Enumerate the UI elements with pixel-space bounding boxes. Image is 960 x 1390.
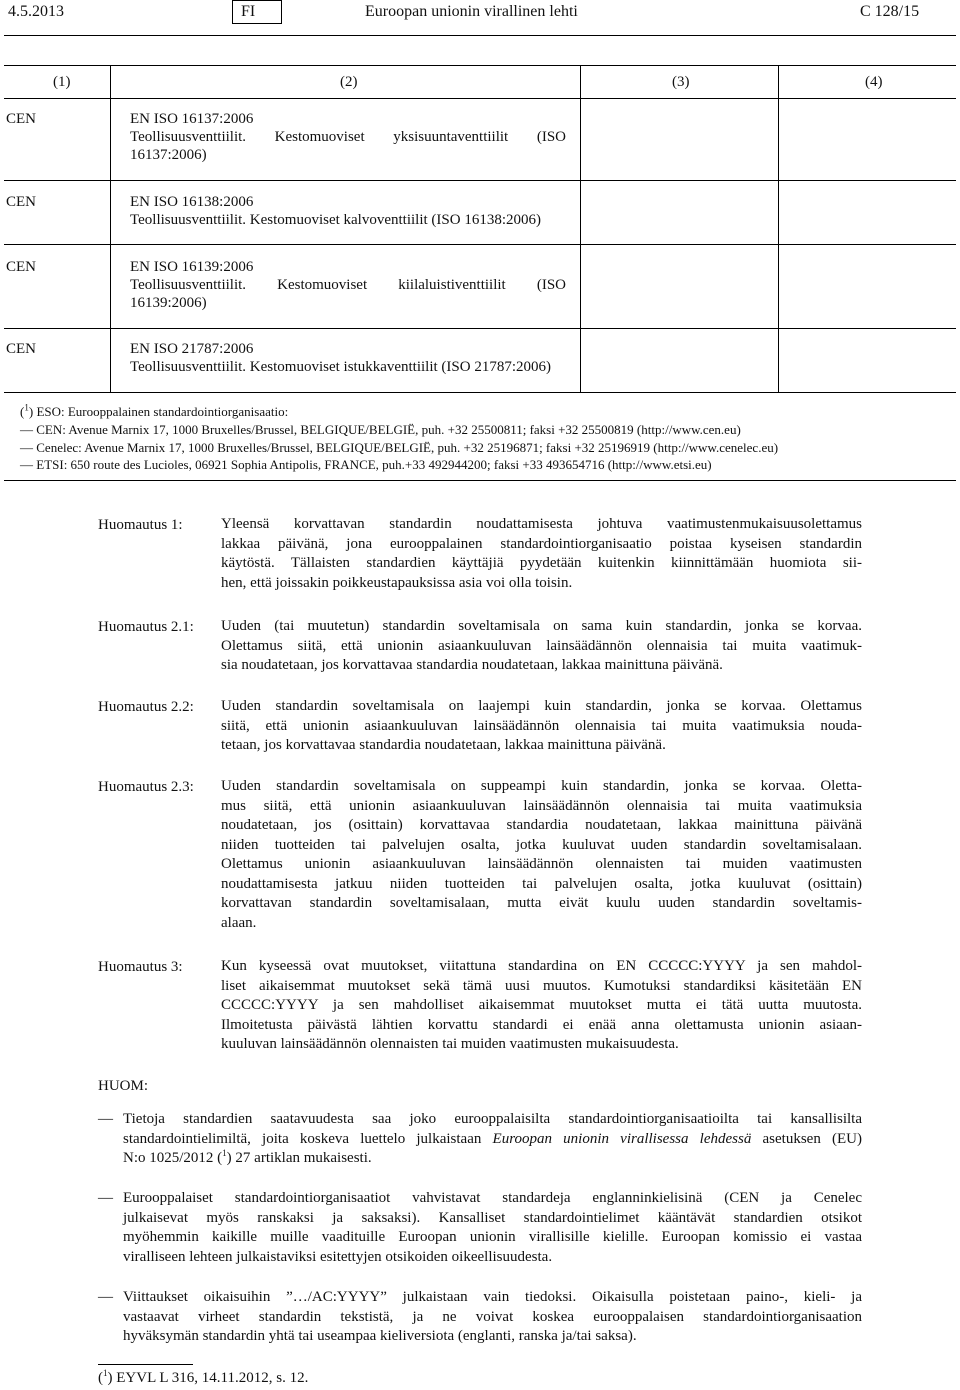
note-label: Huomautus 2.3: — [98, 779, 194, 795]
note-line: liset aikaisemmat muutokset sekä tämä uusi muutos. Kumotuksi standardiksi käsitetään EN — [221, 977, 862, 994]
column-divider — [778, 65, 779, 392]
page-footnote-rule — [98, 1364, 193, 1365]
huom-line: julkaisevat myös ranskaksi ja saksaksi). Kansalliset standardointielimet kääntävät standardien otsikot — [123, 1209, 862, 1226]
note-line: Uuden standardin soveltamisala on suppeampi kuin standardin, jonka se korvaa. Oletta- — [221, 778, 862, 794]
note-line: kuuluvan lainsäädännön olennaisten tai muiden vaatimusten mukaisuudesta. — [221, 1036, 679, 1052]
huom-line: viralliseen lehteen julkaistaviksi esitettyjen otsikoiden oikeellisuudesta. — [123, 1248, 553, 1265]
huom-line — [123, 1130, 862, 1150]
huom-line: Tietoja standardien saatavuudesta saa joko eurooppalaisilta standardointiorganisaatioilta tai kansallisilta — [123, 1111, 862, 1127]
huom-dash: — — [98, 1190, 113, 1206]
row-rule — [4, 180, 956, 181]
note-line: Olettamus siitä, että unionin asiaankuuluvan lainsäädännön olennaisia tai muita vaatimuk- — [221, 637, 862, 654]
column-divider — [110, 65, 111, 392]
footnote-list-item: — Cenelec: Avenue Marnix 17, 1000 Bruxelles/Brussel, BELGIQUE/BELGIË, puh. +32 25196871; faksi +32 25196919 (http://www.cenelec.eu) — [20, 440, 779, 455]
note-label: Huomautus 2.1: — [98, 619, 194, 635]
note-line: Ilmoitetusta päivästä lähtien korvattu standardi ei enää anna olettamusta unionin asiaan- — [221, 1016, 862, 1033]
huom-text: N:o 1025/2012 ( — [123, 1150, 223, 1166]
huom-line: vastaavat virheet standardin tekstistä, ja ne voivat koskea eurooppalaisen standardointiorganisaation — [123, 1308, 862, 1325]
huom-item — [123, 1189, 862, 1267]
huom-item — [123, 1288, 862, 1347]
table-cell-code: EN ISO 16138:2006 — [130, 194, 254, 210]
row-rule — [4, 328, 956, 329]
column-header: (3) — [672, 74, 690, 90]
note-line: CCCCC:YYYY ja sen mahdolliset aikaisemmat muutokset mutta ei tätä uutta muutosta. — [221, 997, 862, 1013]
note-line: alaan. — [221, 914, 257, 931]
huom-label: HUOM: — [98, 1078, 149, 1094]
table-cell-code: EN ISO 16139:2006 — [130, 259, 254, 275]
column-header: (4) — [865, 74, 883, 90]
table-cell-org: CEN — [6, 259, 36, 275]
column-divider — [580, 65, 581, 392]
note-line: Kun kyseessä ovat muutokset, viitattuna standardina on EN CCCCC:YYYY ja sen mahdol- — [221, 958, 862, 974]
footnote-rule — [4, 480, 956, 481]
note-line: Yleensä korvattavan standardin noudattamisesta johtuva vaatimustenmukaisuusolettamus — [221, 516, 862, 532]
note-label: Huomautus 2.2: — [98, 699, 194, 715]
note-line: mus siitä, että unionin asiaankuuluvan lainsäädännön olennaisia tai muita vaatimuksia — [221, 797, 862, 814]
huom-line: hyväksymän standardin yhtä tai useampaa kieliversiota (englanti, ranska ja/tai saksa). — [123, 1328, 637, 1344]
note-line: noudattamisesta jatkuu niiden tuotteiden tai palvelujen osalta, jotka kuuluvat (osittain) — [221, 875, 862, 892]
table-bottom-rule — [4, 392, 956, 393]
table-footnote-intro: ($^1$) ESO: Eurooppalainen standardointiorganisaatio: — [20, 402, 289, 419]
table-cell-title: Teollisuusventtiilit. Kestomuoviset kalvoventtiilit (ISO 16138:2006) — [130, 212, 542, 228]
table-top-rule — [4, 65, 956, 66]
note-line: sia noudatetaan, jos korvattavaa standardia noudatetaan, lakkaa mainittuna päivänä. — [221, 657, 723, 673]
note-line: tetaan, jos korvattavaa standardia noudatetaan, lakkaa mainittuna päivänä. — [221, 737, 666, 753]
note-body — [221, 957, 862, 1055]
page-footnote: ($^1$) EYVL L 316, 14.11.2012, s. 12. — [98, 1368, 309, 1386]
huom-line: Viittaukset oikaisuihin ”…/AC:YYYY” julkaistaan vain tiedoksi. Oikaisulla poistetaan paino-, kieli- ja — [123, 1289, 862, 1305]
footnote-item-text: Cenelec: Avenue Marnix 17, 1000 Bruxelles/Brussel, BELGIQUE/BELGIË, puh. +32 25196871; faksi +32 25196919 (http://www.cenelec.eu) — [36, 440, 779, 455]
header-date: 4.5.2013 — [8, 3, 64, 20]
footnote-item-text: CEN: Avenue Marnix 17, 1000 Bruxelles/Brussel, BELGIQUE/BELGIË, puh. +32 25500811; faksi +32 25500819 (http://www.cen.eu) — [36, 422, 741, 437]
journal-name-italic: Euroopan unionin virallisessa lehdessä — [492, 1130, 752, 1147]
column-header: (2) — [340, 74, 358, 90]
row-rule — [4, 244, 956, 245]
note-body — [221, 777, 862, 933]
note-body — [221, 515, 862, 593]
huom-text: standardointielimiltä, joita koskeva luettelo julkaistaan — [123, 1130, 493, 1147]
note-body — [221, 617, 862, 676]
note-body — [221, 697, 862, 756]
language-code-box: FI — [232, 0, 282, 24]
footnote-item-text: ETSI: 650 route des Lucioles, 06921 Sophia Antipolis, FRANCE, puh.+33 492944200; faksi +33 493654716 (http://www.etsi.eu) — [36, 457, 712, 472]
huom-line: Eurooppalaiset standardointiorganisaatiot vahvistavat standardeja englanninkielisinä (CEN ja Cenelec — [123, 1190, 862, 1206]
huom-line: myöhemmin kaikille muille vaadituille Euroopan unionin virallisille kielille. Euroopan komissio ei vastaa — [123, 1229, 862, 1245]
table-cell-org: CEN — [6, 341, 36, 357]
footnote-list-item: — ETSI: 650 route des Lucioles, 06921 Sophia Antipolis, FRANCE, puh.+33 492944200; faksi +33 493654716 (http://www.etsi.eu) — [20, 457, 712, 472]
page-footnote-text: EYVL L 316, 14.11.2012, s. 12. — [116, 1370, 309, 1386]
table-cell-code: EN ISO 21787:2006 — [130, 341, 254, 357]
note-line: käytöstä. Tällaisten standardien käyttäjiä pyydetään kuitenkin kiinnittämään huomiota sii- — [221, 555, 862, 571]
note-line: hen, että joissakin poikkeustapauksissa asia voi olla toisin. — [221, 574, 573, 591]
note-line: Olettamus unionin asiaankuuluvan lainsäädännön olennaisten tai muiden vaatimusten — [221, 856, 862, 872]
table-header-rule — [4, 98, 956, 99]
note-line: Uuden standardin soveltamisala on laajempi kuin standardin, jonka se korvaa. Olettamus — [221, 698, 862, 714]
page-reference: C 128/15 — [860, 3, 920, 20]
footnote-marker: 1 — [103, 1368, 108, 1378]
huom-dash: — — [98, 1289, 113, 1305]
table-cell-title: Teollisuusventtiilit. Kestomuoviset yksisuuntaventtiilit (ISO — [130, 129, 566, 145]
huom-text: asetuksen (EU) — [751, 1130, 862, 1147]
note-label: Huomautus 3: — [98, 959, 183, 975]
table-cell-title: 16137:2006) — [130, 147, 207, 163]
huom-text: ) 27 artiklan mukaisesti. — [226, 1150, 372, 1166]
table-cell-title: Teollisuusventtiilit. Kestomuoviset kiilaluistiventtiilit (ISO — [130, 277, 566, 293]
huom-line — [123, 1149, 862, 1169]
table-cell-org: CEN — [6, 111, 36, 127]
footnote-list-item: — CEN: Avenue Marnix 17, 1000 Bruxelles/Brussel, BELGIQUE/BELGIË, puh. +32 25500811; faksi +32 25500819 (http://www.cen.eu) — [20, 422, 741, 437]
footnote-marker: 1 — [24, 402, 29, 413]
huom-item — [123, 1110, 862, 1169]
journal-title: Euroopan unionin virallinen lehti — [365, 3, 578, 20]
column-header: (1) — [53, 74, 71, 90]
footnote-ref: 1 — [222, 1148, 227, 1158]
table-cell-title: 16139:2006) — [130, 295, 207, 311]
table-cell-code: EN ISO 16137:2006 — [130, 111, 254, 127]
note-line: siitä, että unionin asiaankuuluvan lainsäädännön olennaisia tai muita vaatimuksia nouda- — [221, 717, 862, 734]
footnote-intro-text: ESO: Eurooppalainen standardointiorganisaatio: — [36, 404, 289, 419]
huom-dash: — — [98, 1111, 113, 1127]
note-label: Huomautus 1: — [98, 517, 183, 533]
note-line: Uuden (tai muutetun) standardin soveltamisala on sama kuin standardin, jonka se korvaa. — [221, 618, 862, 634]
table-cell-org: CEN — [6, 194, 36, 210]
note-line: korvattavan standardin soveltamisalaan, mutta eivät kuulu uuden standardin soveltamis- — [221, 895, 862, 911]
note-line: lakkaa päivänä, jona eurooppalainen standardointiorganisaatio poistaa kyseisen standardin — [221, 535, 862, 552]
note-line: niiden tuotteiden tai palvelujen osalta, jotka kuuluvat uuden standardin soveltamisalaan. — [221, 836, 862, 853]
standards-table — [0, 0, 960, 400]
table-cell-title: Teollisuusventtiilit. Kestomuoviset istukkaventtiilit (ISO 21787:2006) — [130, 359, 552, 375]
note-line: noudatetaan, jos (osittain) korvattavaa standardia noudatetaan, lakkaa mainittuna päivänä — [221, 817, 862, 833]
